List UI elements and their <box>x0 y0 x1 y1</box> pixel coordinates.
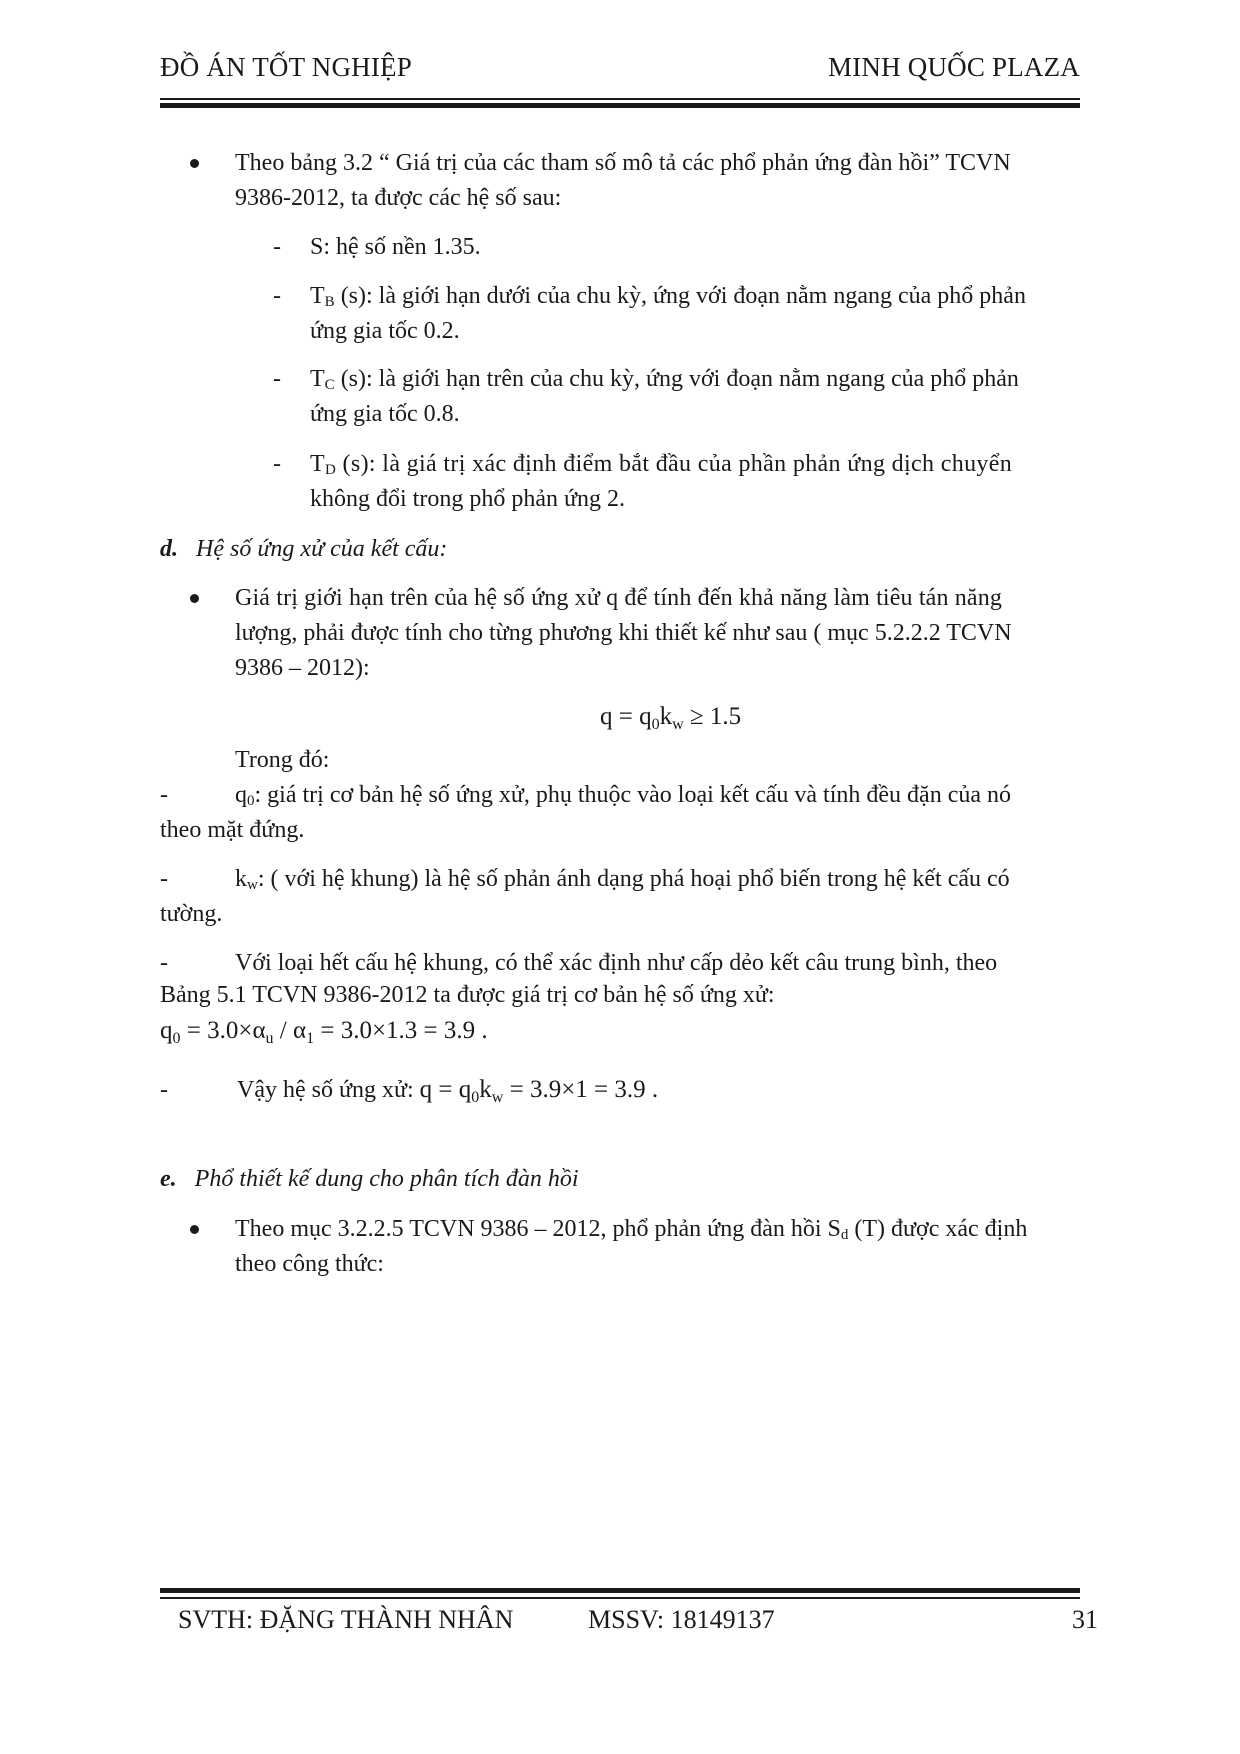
q0-definition-cont: theo mặt đứng. <box>160 817 305 843</box>
param-tb-cont: ứng gia tốc 0.2. <box>310 318 460 344</box>
dash-marker: - <box>160 950 168 976</box>
formula-q0: $q_0 = 3.0\times\alpha_u / \alpha_1 = 3.0\times 1.3 = 3.9$ . <box>160 1017 488 1047</box>
footer-student-id: MSSV: 18149137 <box>588 1605 775 1634</box>
param-s: S: hệ số nền 1.35. <box>310 234 481 260</box>
dash-marker: - <box>160 782 168 808</box>
frame-paragraph-cont: Bảng 5.1 TCVN 9386-2012 ta được giá trị cơ bản hệ số ứng xử: <box>160 982 775 1008</box>
header-title-right: MINH QUỐC PLAZA <box>828 52 1080 82</box>
header-title-left: ĐỒ ÁN TỐT NGHIỆP <box>160 52 412 82</box>
section-heading-e: e. Phổ thiết kế dung cho phân tích đàn hồi <box>160 1166 579 1192</box>
header-rule-thick <box>160 103 1080 108</box>
paragraph-line: Theo bảng 3.2 “ Giá trị của các tham số mô tả các phổ phản ứng đàn hồi” TCVN <box>235 150 1011 176</box>
paragraph-line: 9386 – 2012): <box>235 655 370 681</box>
param-tc-cont: ứng gia tốc 0.8. <box>310 401 460 427</box>
dash-marker: - <box>273 283 281 309</box>
dash-marker: - <box>273 451 281 477</box>
param-tb: $T_B$ (s): là giới hạn dưới của chu kỳ, ứng với đoạn nằm ngang của phổ phản <box>310 283 1026 310</box>
paragraph-line: Giá trị giới hạn trên của hệ số ứng xử q để tính đến khả năng làm tiêu tán năng <box>235 585 1003 611</box>
param-td-cont: không đổi trong phổ phản ứng 2. <box>310 486 625 512</box>
dash-marker: - <box>273 234 281 260</box>
footer-rule-thin <box>160 1597 1080 1599</box>
q0-definition: $q_0$: giá trị cơ bản hệ số ứng xử, phụ thuộc vào loại kết cấu và tính đều đặn của nó <box>235 782 1012 809</box>
bullet-dot <box>190 594 199 603</box>
where-label: Trong đó: <box>235 747 330 773</box>
param-tc: $T_C$ (s): là giới hạn trên của chu kỳ, ứng với đoạn nằm ngang của phổ phản <box>310 366 1019 393</box>
paragraph-line: lượng, phải được tính cho từng phương khi thiết kế như sau ( mục 5.2.2.2 TCVN <box>235 620 1012 646</box>
paragraph-line: Theo mục 3.2.2.5 TCVN 9386 – 2012, phổ phản ứng đàn hồi $S_d$ (T) được xác định <box>235 1216 1028 1243</box>
kw-definition: $k_w$: ( với hệ khung) là hệ số phản ánh dạng phá hoại phổ biến trong hệ kết cấu có <box>235 866 1010 893</box>
footer-rule-thick <box>160 1588 1080 1593</box>
footer-author: SVTH: ĐẶNG THÀNH NHÂN <box>178 1605 514 1634</box>
kw-definition-cont: tường. <box>160 901 223 927</box>
page-number: 31 <box>1072 1605 1098 1634</box>
paragraph-line: theo công thức: <box>235 1251 384 1277</box>
section-heading-d: d. Hệ số ứng xử của kết cấu: <box>160 536 448 562</box>
formula-q: $q = q_0k_w \ge 1.5$ <box>600 703 742 733</box>
header-rule-thin <box>160 98 1080 100</box>
bullet-dot <box>190 1225 199 1234</box>
bullet-dot <box>190 159 199 168</box>
dash-marker: - <box>273 366 281 392</box>
result-line: Vậy hệ số ứng xử: $q = q_0k_w = 3.9\times 1 = 3.9$ . <box>237 1076 659 1106</box>
dash-marker: - <box>160 1077 168 1103</box>
paragraph-line: 9386-2012, ta được các hệ số sau: <box>235 185 562 211</box>
param-td: $T_D$ (s): là giá trị xác định điểm bắt đầu của phần phản ứng dịch chuyển <box>310 451 1013 478</box>
dash-marker: - <box>160 866 168 892</box>
frame-paragraph: Với loại hết cấu hệ khung, có thể xác định như cấp dẻo kết câu trung bình, theo <box>235 950 998 976</box>
